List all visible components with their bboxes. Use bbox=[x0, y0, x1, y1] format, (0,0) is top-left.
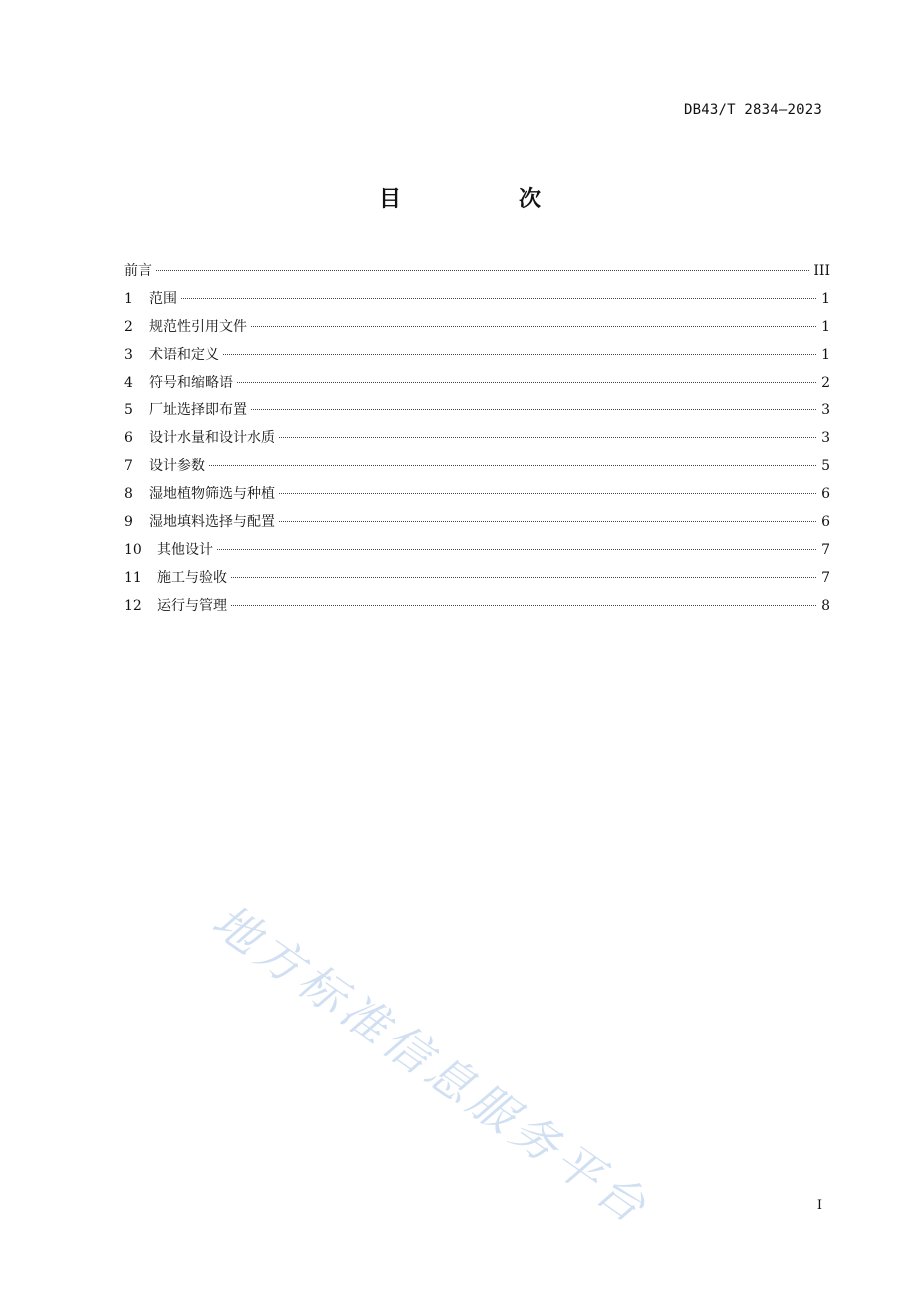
table-of-contents bbox=[124, 258, 830, 621]
watermark: 地方标准信息服务平台 bbox=[202, 893, 660, 1236]
page-title: 目 次 bbox=[378, 187, 589, 212]
toc-entry-number: 5 bbox=[124, 402, 133, 419]
toc-entry[interactable] bbox=[124, 453, 830, 481]
toc-entry[interactable] bbox=[124, 537, 830, 565]
dot-leader bbox=[156, 270, 809, 271]
toc-entry-page: 5 bbox=[821, 458, 830, 475]
toc-entry-page: III bbox=[813, 263, 830, 279]
toc-entry-title: 其他设计 bbox=[157, 541, 213, 558]
toc-entry-page: 1 bbox=[821, 318, 830, 335]
toc-entry-number: 11 bbox=[124, 569, 142, 586]
dot-leader bbox=[251, 409, 816, 410]
toc-entry[interactable] bbox=[124, 593, 830, 621]
toc-entry[interactable] bbox=[124, 425, 830, 453]
toc-entry-page: 1 bbox=[821, 346, 830, 363]
toc-entry-page: 6 bbox=[821, 514, 830, 531]
toc-entry-title: 厂址选择即布置 bbox=[149, 402, 247, 419]
toc-entry-page: 2 bbox=[821, 374, 830, 391]
toc-entry[interactable] bbox=[124, 481, 830, 509]
dot-leader bbox=[209, 465, 816, 466]
toc-entry-title: 规范性引用文件 bbox=[149, 318, 247, 335]
toc-entry[interactable] bbox=[124, 286, 830, 314]
toc-entry-number: 4 bbox=[124, 374, 133, 391]
dot-leader bbox=[217, 549, 816, 550]
toc-entry-title: 前言 bbox=[124, 263, 152, 279]
toc-entry-number: 10 bbox=[124, 541, 142, 558]
toc-entry-title: 湿地填料选择与配置 bbox=[149, 514, 275, 531]
dot-leader bbox=[279, 493, 816, 494]
dot-leader bbox=[251, 326, 816, 327]
dot-leader bbox=[279, 437, 816, 438]
toc-entry-page: 7 bbox=[821, 569, 830, 586]
toc-entry[interactable] bbox=[124, 509, 830, 537]
toc-entry[interactable] bbox=[124, 370, 830, 398]
toc-entry-number: 8 bbox=[124, 486, 133, 503]
toc-entry[interactable] bbox=[124, 258, 830, 286]
dot-leader bbox=[223, 354, 816, 355]
toc-entry-page: 7 bbox=[821, 541, 830, 558]
toc-entry[interactable] bbox=[124, 565, 830, 593]
toc-entry[interactable] bbox=[124, 342, 830, 370]
toc-entry-number: 3 bbox=[124, 346, 133, 363]
toc-entry-page: 8 bbox=[821, 597, 830, 614]
standard-code: DB43/T 2834—2023 bbox=[683, 102, 822, 118]
toc-entry-number: 6 bbox=[124, 430, 133, 447]
toc-entry-title: 湿地植物筛选与种植 bbox=[149, 486, 275, 503]
toc-entry-number: 7 bbox=[124, 458, 133, 475]
toc-entry-number: 2 bbox=[124, 318, 133, 335]
toc-entry-number: 9 bbox=[124, 514, 133, 531]
dot-leader bbox=[237, 382, 816, 383]
toc-entry[interactable] bbox=[124, 397, 830, 425]
toc-entry-title: 范围 bbox=[149, 290, 177, 307]
toc-entry-page: 6 bbox=[821, 486, 830, 503]
toc-entry-number: 12 bbox=[124, 597, 142, 614]
page-number: I bbox=[816, 1198, 822, 1213]
toc-entry-title: 设计水量和设计水质 bbox=[149, 430, 275, 447]
toc-entry-title: 运行与管理 bbox=[157, 597, 227, 614]
toc-entry-title: 符号和缩略语 bbox=[149, 374, 233, 391]
toc-entry-title: 术语和定义 bbox=[149, 346, 219, 363]
toc-entry-page: 3 bbox=[821, 402, 830, 419]
dot-leader bbox=[279, 521, 816, 522]
toc-entry-page: 3 bbox=[821, 430, 830, 447]
toc-entry-title: 施工与验收 bbox=[157, 569, 227, 586]
toc-entry-title: 设计参数 bbox=[149, 458, 205, 475]
dot-leader bbox=[181, 298, 816, 299]
toc-entry-page: 1 bbox=[821, 290, 830, 307]
toc-entry-number: 1 bbox=[124, 290, 133, 307]
dot-leader bbox=[231, 605, 816, 606]
toc-entry[interactable] bbox=[124, 314, 830, 342]
dot-leader bbox=[231, 577, 816, 578]
